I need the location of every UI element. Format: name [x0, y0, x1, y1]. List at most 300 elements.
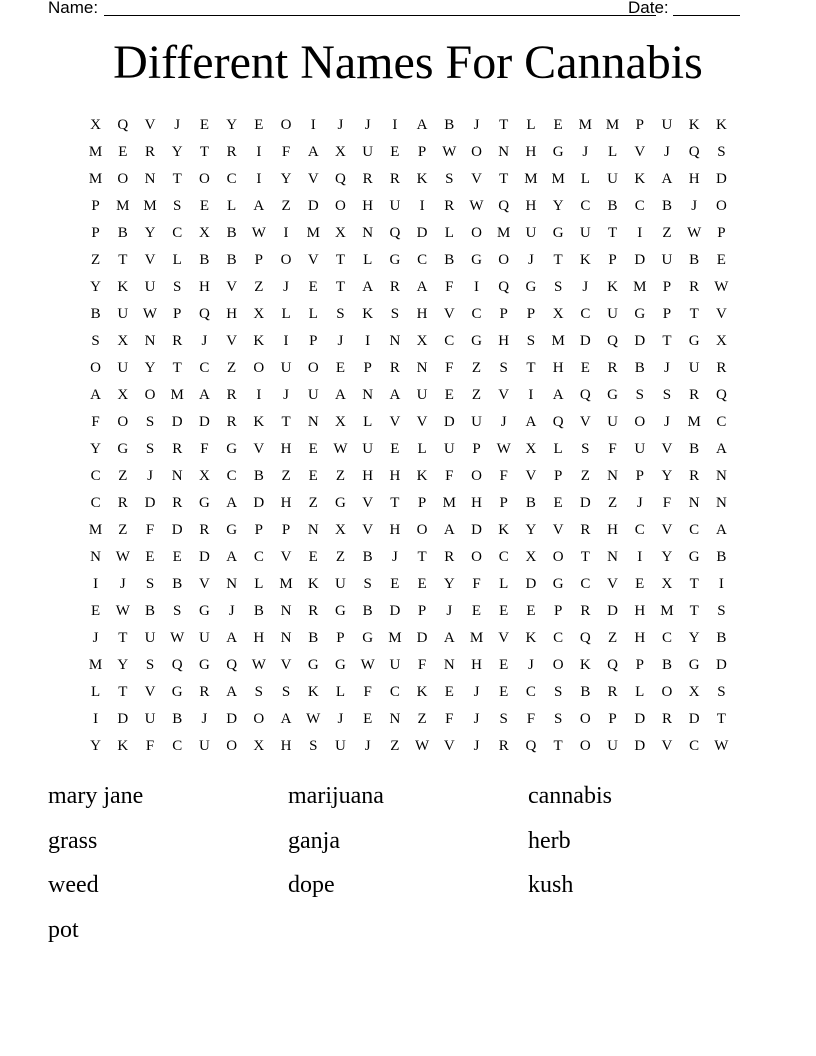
- grid-letter: N: [144, 333, 156, 349]
- grid-letter: Y: [443, 576, 455, 592]
- grid-letter: D: [389, 603, 401, 619]
- grid-letter: A: [661, 171, 673, 187]
- grid-letter: M: [170, 387, 184, 403]
- grid-letter: B: [117, 225, 128, 241]
- grid-letter: A: [416, 117, 428, 133]
- grid-letter: S: [145, 441, 155, 457]
- grid-letter: A: [552, 387, 564, 403]
- grid-letter: J: [147, 468, 153, 484]
- grid-letter: U: [117, 306, 129, 322]
- grid-letter: N: [362, 225, 374, 241]
- grid-letter: H: [634, 630, 646, 646]
- grid-letter: T: [689, 603, 699, 619]
- letter-grid: [82, 112, 735, 760]
- grid-letter: P: [526, 306, 536, 322]
- grid-letter: N: [389, 711, 401, 727]
- grid-letter: K: [688, 117, 700, 133]
- grid-letter: U: [389, 657, 401, 673]
- grid-letter: C: [417, 252, 428, 268]
- grid-letter: E: [716, 252, 726, 268]
- grid-letter: F: [608, 441, 617, 457]
- grid-letter: G: [226, 522, 238, 538]
- grid-letter: M: [388, 630, 402, 646]
- grid-letter: U: [117, 360, 129, 376]
- grid-letter: P: [309, 333, 318, 349]
- grid-letter: U: [389, 198, 401, 214]
- grid-letter: X: [253, 738, 265, 754]
- grid-letter: B: [716, 630, 727, 646]
- grid-letter: A: [226, 630, 238, 646]
- grid-letter: P: [635, 657, 644, 673]
- grid-letter: X: [90, 117, 102, 133]
- grid-letter: V: [226, 333, 238, 349]
- name-field[interactable]: [104, 15, 656, 16]
- grid-letter: M: [551, 333, 565, 349]
- grid-letter: G: [226, 441, 238, 457]
- grid-letter: H: [607, 522, 618, 538]
- grid-letter: Z: [417, 711, 427, 727]
- grid-letter: Q: [715, 387, 727, 403]
- grid-letter: I: [419, 198, 425, 214]
- grid-letter: Z: [118, 468, 128, 484]
- grid-letter: I: [256, 387, 262, 403]
- grid-letter: V: [661, 738, 673, 754]
- grid-letter: P: [662, 306, 672, 322]
- grid-letter: U: [307, 387, 319, 403]
- grid-letter: R: [444, 549, 455, 565]
- grid-letter: V: [144, 684, 156, 700]
- grid-letter: O: [471, 225, 482, 241]
- grid-letter: B: [226, 225, 237, 241]
- grid-letter: X: [117, 387, 129, 403]
- grid-letter: A: [416, 279, 428, 295]
- grid-letter: E: [417, 576, 427, 592]
- grid-letter: O: [416, 522, 428, 538]
- grid-letter: Y: [144, 225, 156, 241]
- grid-letter: Y: [144, 360, 156, 376]
- grid-letter: J: [283, 279, 289, 295]
- grid-letter: G: [688, 549, 700, 565]
- grid-letter: P: [608, 711, 617, 727]
- grid-letter: Q: [525, 738, 537, 754]
- grid-letter: M: [469, 630, 484, 646]
- grid-letter: H: [253, 630, 265, 646]
- grid-letter: U: [607, 414, 618, 430]
- grid-letter: K: [253, 414, 265, 430]
- grid-letter: H: [525, 144, 537, 160]
- grid-letter: M: [88, 171, 103, 187]
- grid-letter: A: [335, 387, 346, 403]
- grid-letter: R: [226, 144, 237, 160]
- date-field[interactable]: [673, 15, 740, 16]
- grid-letter: U: [335, 576, 346, 592]
- grid-letter: A: [715, 522, 727, 538]
- grid-letter: Y: [688, 630, 700, 646]
- grid-letter: T: [390, 495, 400, 511]
- grid-letter: Z: [281, 198, 291, 214]
- grid-letter: K: [634, 171, 646, 187]
- grid-letter: D: [171, 522, 183, 538]
- grid-letter: L: [254, 576, 264, 592]
- grid-letter: Y: [661, 549, 673, 565]
- grid-letter: F: [363, 684, 372, 700]
- grid-letter: U: [634, 441, 646, 457]
- grid-letter: Z: [607, 630, 618, 646]
- grid-letter: R: [580, 603, 591, 619]
- grid-letter: A: [226, 684, 238, 700]
- grid-letter: P: [254, 522, 264, 538]
- grid-letter: D: [199, 414, 210, 430]
- grid-letter: G: [335, 495, 346, 511]
- grid-letter: W: [115, 603, 130, 619]
- grid-letter: Z: [335, 549, 346, 565]
- grid-letter: Q: [579, 387, 591, 403]
- grid-letter: R: [199, 522, 210, 538]
- grid-letter: C: [226, 171, 237, 187]
- grid-letter: B: [253, 468, 264, 484]
- grid-letter: V: [362, 495, 374, 511]
- grid-letter: Q: [226, 657, 238, 673]
- grid-letter: S: [145, 576, 155, 592]
- grid-letter: O: [226, 738, 238, 754]
- grid-letter: V: [552, 522, 564, 538]
- grid-letter: C: [525, 684, 536, 700]
- grid-letter: M: [551, 171, 565, 187]
- grid-letter: D: [416, 225, 428, 241]
- grid-letter: E: [390, 441, 400, 457]
- grid-letter: R: [199, 684, 210, 700]
- grid-letter: P: [173, 306, 182, 322]
- grid-letter: E: [199, 198, 210, 214]
- grid-letter: O: [335, 198, 346, 214]
- grid-letter: F: [526, 711, 536, 727]
- grid-letter: G: [688, 657, 700, 673]
- grid-letter: N: [715, 495, 727, 511]
- grid-letter: I: [283, 225, 289, 241]
- grid-letter: K: [362, 306, 374, 322]
- grid-letter: Y: [661, 468, 673, 484]
- grid-letter: J: [201, 333, 208, 349]
- grid-letter: M: [497, 225, 511, 241]
- grid-letter: I: [637, 549, 643, 565]
- grid-letter: J: [283, 387, 289, 403]
- grid-letter: I: [256, 171, 262, 187]
- grid-letter: R: [498, 738, 509, 754]
- grid-letter: U: [607, 306, 618, 322]
- grid-letter: S: [662, 387, 672, 403]
- grid-letter: P: [499, 495, 508, 511]
- grid-letter: C: [253, 549, 264, 565]
- grid-letter: A: [307, 144, 319, 160]
- grid-letter: T: [118, 630, 128, 646]
- grid-letter: U: [579, 225, 591, 241]
- grid-letter: T: [553, 738, 563, 754]
- grid-letter: G: [688, 333, 700, 349]
- grid-letter: O: [471, 144, 482, 160]
- grid-letter: O: [280, 252, 292, 268]
- grid-letter: Z: [580, 468, 590, 484]
- grid-letter: T: [172, 171, 182, 187]
- grid-letter: J: [174, 117, 181, 133]
- grid-letter: O: [634, 414, 646, 430]
- grid-letter: C: [634, 198, 645, 214]
- grid-letter: Q: [117, 117, 129, 133]
- grid-letter: D: [416, 630, 428, 646]
- grid-letter: C: [580, 576, 591, 592]
- grid-letter: P: [363, 360, 372, 376]
- word-bank-item: kush: [528, 872, 574, 898]
- grid-letter: F: [417, 657, 427, 673]
- grid-letter: D: [634, 333, 646, 349]
- grid-letter: I: [310, 117, 316, 133]
- grid-letter: J: [119, 576, 126, 592]
- grid-letter: Z: [254, 279, 264, 295]
- grid-letter: H: [389, 522, 401, 538]
- grid-letter: S: [145, 414, 155, 430]
- grid-letter: P: [417, 603, 427, 619]
- grid-letter: Q: [498, 198, 510, 214]
- grid-letter: U: [199, 630, 210, 646]
- grid-letter: E: [444, 387, 454, 403]
- grid-letter: R: [661, 711, 672, 727]
- grid-letter: Y: [552, 198, 564, 214]
- grid-letter: D: [607, 603, 618, 619]
- grid-letter: E: [499, 603, 509, 619]
- grid-letter: X: [199, 225, 210, 241]
- grid-letter: F: [445, 468, 454, 484]
- grid-letter: Z: [281, 468, 291, 484]
- grid-letter: R: [389, 171, 400, 187]
- grid-letter: Z: [390, 738, 400, 754]
- grid-letter: D: [688, 711, 700, 727]
- grid-letter: T: [499, 117, 509, 133]
- grid-letter: H: [634, 603, 646, 619]
- grid-letter: H: [199, 279, 210, 295]
- grid-letter: A: [362, 279, 374, 295]
- grid-letter: R: [689, 468, 700, 484]
- word-bank-item: mary jane: [48, 783, 144, 809]
- grid-letter: O: [552, 657, 564, 673]
- grid-letter: J: [473, 117, 480, 133]
- grid-letter: Q: [199, 306, 210, 322]
- grid-letter: S: [281, 684, 291, 700]
- grid-letter: T: [335, 279, 346, 295]
- grid-letter: X: [335, 414, 346, 430]
- grid-letter: C: [90, 495, 101, 511]
- grid-letter: N: [226, 576, 238, 592]
- grid-letter: X: [199, 468, 210, 484]
- grid-letter: B: [308, 630, 319, 646]
- grid-letter: F: [472, 576, 481, 592]
- word-bank: [48, 776, 768, 954]
- grid-letter: O: [715, 198, 727, 214]
- grid-letter: J: [337, 117, 344, 133]
- grid-letter: U: [416, 387, 428, 403]
- grid-letter: R: [444, 198, 455, 214]
- grid-letter: D: [199, 549, 210, 565]
- grid-letter: M: [660, 603, 674, 619]
- grid-letter: A: [389, 387, 401, 403]
- grid-letter: J: [664, 360, 670, 376]
- grid-letter: R: [607, 684, 618, 700]
- grid-letter: J: [337, 711, 344, 727]
- grid-letter: C: [580, 198, 591, 214]
- grid-letter: E: [390, 144, 400, 160]
- grid-letter: V: [253, 441, 265, 457]
- grid-letter: V: [362, 522, 374, 538]
- grid-letter: N: [607, 468, 618, 484]
- grid-letter: U: [199, 738, 210, 754]
- grid-letter: J: [582, 144, 589, 160]
- grid-letter: Z: [662, 225, 672, 241]
- grid-letter: E: [526, 603, 536, 619]
- grid-letter: B: [253, 603, 264, 619]
- grid-letter: J: [473, 684, 480, 700]
- grid-letter: C: [199, 360, 210, 376]
- grid-letter: E: [553, 117, 563, 133]
- grid-letter: S: [445, 171, 454, 187]
- grid-letter: P: [553, 603, 563, 619]
- grid-letter: G: [552, 576, 564, 592]
- grid-letter: J: [228, 603, 235, 619]
- grid-letter: B: [580, 684, 591, 700]
- grid-letter: V: [226, 279, 238, 295]
- grid-letter: Y: [280, 171, 292, 187]
- grid-letter: X: [416, 333, 428, 349]
- grid-letter: W: [714, 738, 729, 754]
- grid-letter: U: [607, 738, 618, 754]
- grid-letter: M: [88, 657, 103, 673]
- grid-letter: O: [498, 252, 510, 268]
- grid-letter: G: [307, 657, 319, 673]
- grid-letter: Y: [90, 441, 102, 457]
- grid-letter: H: [362, 468, 374, 484]
- grid-letter: Q: [552, 414, 564, 430]
- grid-letter: B: [145, 603, 156, 619]
- grid-letter: G: [199, 657, 210, 673]
- grid-letter: J: [92, 630, 99, 646]
- grid-letter: R: [580, 522, 591, 538]
- grid-letter: B: [525, 495, 536, 511]
- grid-letter: J: [446, 603, 453, 619]
- grid-letter: Z: [607, 495, 618, 511]
- grid-letter: P: [472, 441, 481, 457]
- grid-letter: O: [253, 711, 265, 727]
- grid-letter: N: [498, 144, 510, 160]
- grid-letter: A: [226, 495, 238, 511]
- grid-letter: V: [416, 414, 428, 430]
- grid-letter: C: [634, 522, 645, 538]
- grid-letter: I: [283, 333, 289, 349]
- grid-letter: G: [552, 144, 564, 160]
- grid-letter: S: [581, 441, 590, 457]
- grid-letter: I: [93, 576, 99, 592]
- grid-letter: P: [91, 225, 100, 241]
- word-bank-item: cannabis: [528, 783, 612, 809]
- grid-letter: E: [471, 603, 482, 619]
- grid-letter: L: [580, 171, 590, 187]
- grid-letter: F: [445, 279, 454, 295]
- grid-letter: E: [308, 279, 318, 295]
- grid-letter: S: [173, 279, 182, 295]
- grid-letter: C: [716, 414, 727, 430]
- grid-letter: J: [500, 414, 507, 430]
- grid-letter: N: [307, 414, 319, 430]
- grid-letter: X: [661, 576, 673, 592]
- grid-letter: G: [335, 657, 346, 673]
- grid-letter: C: [226, 468, 237, 484]
- grid-letter: O: [199, 171, 210, 187]
- grid-letter: V: [307, 252, 319, 268]
- grid-letter: Y: [117, 657, 129, 673]
- grid-letter: I: [718, 576, 724, 592]
- grid-letter: Q: [607, 333, 618, 349]
- grid-letter: B: [444, 117, 455, 133]
- grid-letter: D: [579, 495, 591, 511]
- grid-letter: P: [417, 144, 427, 160]
- grid-letter: N: [280, 630, 292, 646]
- grid-letter: K: [416, 684, 428, 700]
- grid-letter: B: [172, 711, 183, 727]
- word-bank-item: weed: [48, 872, 99, 898]
- grid-letter: U: [280, 360, 292, 376]
- grid-letter: W: [251, 657, 266, 673]
- grid-letter: G: [171, 684, 183, 700]
- grid-letter: R: [172, 495, 183, 511]
- grid-letter: O: [280, 117, 292, 133]
- grid-letter: E: [308, 468, 318, 484]
- grid-letter: Q: [688, 144, 700, 160]
- grid-letter: I: [93, 711, 99, 727]
- grid-letter: F: [281, 144, 291, 160]
- grid-letter: P: [717, 225, 726, 241]
- grid-letter: O: [90, 360, 102, 376]
- grid-letter: J: [364, 117, 371, 133]
- grid-letter: H: [525, 198, 537, 214]
- date-label: Date:: [628, 0, 669, 17]
- grid-letter: W: [687, 225, 702, 241]
- grid-letter: C: [580, 306, 591, 322]
- grid-letter: V: [607, 576, 618, 592]
- grid-letter: G: [634, 306, 646, 322]
- grid-letter: X: [715, 333, 727, 349]
- grid-letter: K: [579, 657, 591, 673]
- grid-letter: S: [145, 657, 155, 673]
- grid-letter: X: [688, 684, 700, 700]
- grid-letter: M: [578, 117, 593, 133]
- grid-letter: N: [389, 333, 401, 349]
- grid-letter: D: [715, 657, 727, 673]
- grid-letter: U: [362, 144, 374, 160]
- grid-letter: R: [172, 441, 183, 457]
- grid-letter: N: [607, 549, 618, 565]
- grid-letter: V: [661, 522, 673, 538]
- grid-letter: C: [661, 630, 672, 646]
- grid-letter: V: [661, 441, 673, 457]
- grid-letter: B: [607, 198, 618, 214]
- grid-letter: U: [661, 117, 673, 133]
- grid-letter: A: [199, 387, 210, 403]
- grid-letter: E: [444, 684, 454, 700]
- grid-letter: Z: [471, 360, 482, 376]
- grid-letter: L: [417, 441, 427, 457]
- grid-letter: W: [360, 657, 375, 673]
- grid-letter: W: [714, 279, 729, 295]
- grid-letter: M: [116, 198, 130, 214]
- grid-letter: J: [473, 738, 480, 754]
- grid-letter: J: [691, 198, 698, 214]
- grid-letter: D: [253, 495, 265, 511]
